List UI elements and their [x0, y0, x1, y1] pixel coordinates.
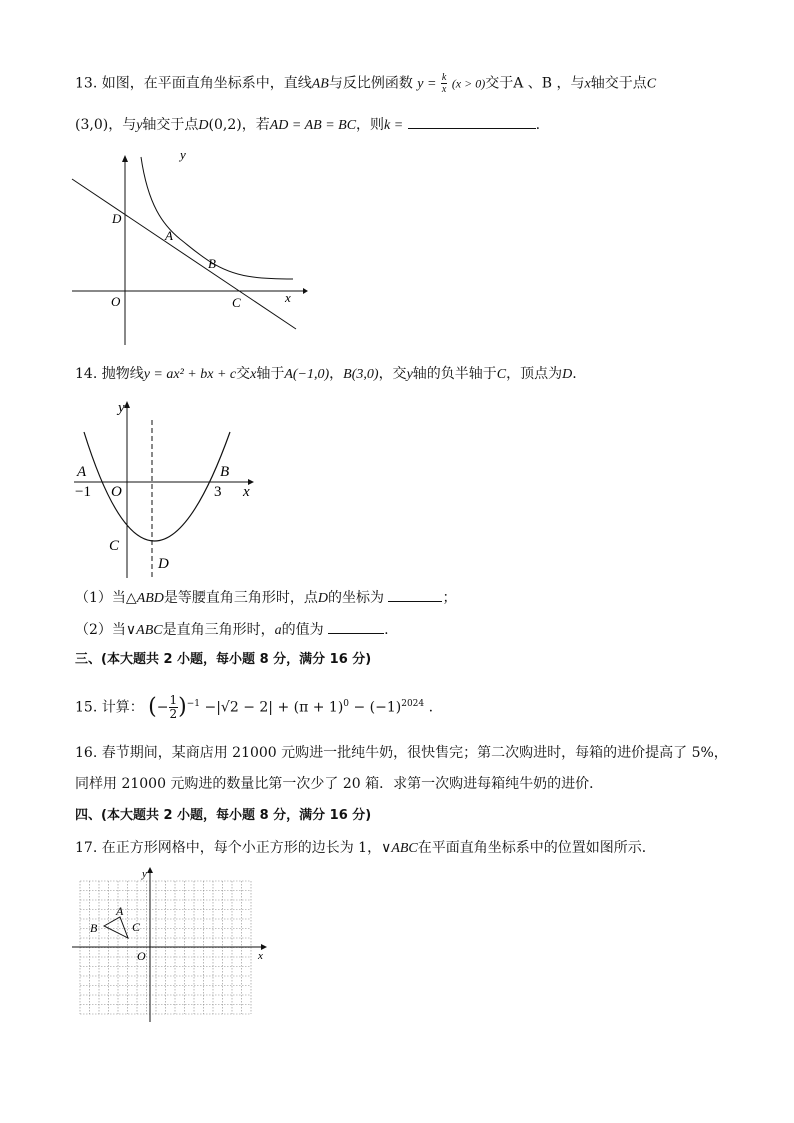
fig14-label-3: 3 [214, 484, 222, 500]
q15-expression: 15. 计算： (− $\frac{1}{2}$ )$^{-1} -|√2 - 2| + (\pi + 1)^0 - (-1)^{2024}$ . [75, 693, 434, 722]
fig14-label-y: y [118, 400, 125, 416]
fig17-y-arrow [147, 867, 153, 873]
q16-line1: 16. 春节期间，某商店用 21000 元购进一批纯牛奶，很快售完；第二次购进时，每箱的进价提高了 5%， [75, 745, 728, 761]
fig17-label-O: O [137, 949, 146, 963]
q14-part2: （2）当∨ABC是直角三角形时，a的值为 . [75, 619, 389, 641]
fig13-label-x: x [285, 290, 291, 305]
q14-stem: 14. 抛物线y = ax² + bx + c交x轴于A(−1,0)，B(3,0)，交y轴的负半轴于C，顶点为D. [75, 366, 577, 382]
fig14-label-B: B [220, 464, 230, 480]
fig14-label-A: A [77, 464, 87, 480]
fig13-x-arrow [303, 288, 308, 294]
fig13-y-arrow [122, 155, 128, 162]
fig13-label-y: y [180, 147, 186, 162]
fig14-label-neg1: −1 [75, 484, 91, 500]
fig13-label-A: A [165, 228, 173, 243]
figure-13-graph [68, 145, 308, 350]
fig17-label-C: C [132, 920, 141, 934]
fig14-label-O: O [111, 484, 122, 500]
section-4-heading: 四、(本大题共 2 小题，每小题 8 分，满分 16 分) [75, 808, 372, 823]
q13-answer-blank[interactable] [408, 114, 536, 129]
q17-stem: 17. 在正方形网格中，每个小正方形的边长为 1，∨ABC在平面直角坐标系中的位置如图所示． [75, 840, 656, 856]
q16-line2: 同样用 21000 元购进的数量比第一次少了 20 箱．求第一次购进每箱纯牛奶的进价． [75, 776, 604, 792]
fig14-parabola [84, 432, 230, 541]
fig14-label-D: D [158, 556, 169, 572]
fig13-line-AB [72, 179, 296, 329]
fig14-label-x: x [243, 484, 250, 500]
q15-fraction: $\frac{1}{2}$ [169, 693, 178, 722]
section-3-heading: 三、(本大题共 2 小题，每小题 8 分，满分 16 分) [75, 652, 372, 667]
fig17-label-y: y [142, 868, 147, 880]
fig13-label-C: C [232, 295, 241, 310]
fig17-label-B: B [90, 921, 98, 935]
fig14-y-arrow [124, 401, 130, 408]
q14-part1-answer-blank[interactable] [388, 587, 442, 602]
fig17-label-A: A [116, 904, 124, 918]
fig14-label-C: C [109, 538, 120, 554]
q14-part1: （1）当△ABD是等腰直角三角形时，点D的坐标为 ； [75, 587, 456, 609]
q14-part2-answer-blank[interactable] [328, 619, 384, 634]
figure-14-graph [72, 395, 262, 580]
fig13-hyperbola [141, 157, 293, 279]
fig17-label-x: x [258, 950, 263, 962]
q13-fraction: $\frac{k}{x}$ [441, 72, 447, 95]
q13-line2: (3,0)，与y轴交于点D(0,2)，若AD = AB = BC，则k = . [75, 114, 540, 136]
fig13-label-B: B [208, 256, 216, 271]
fig17-triangle-ABC [104, 917, 128, 938]
q13-line1: 13. 如图，在平面直角坐标系中，直线AB与反比例函数 y = $\frac{k}{x}$ (x > 0)交于A 、B ，与x轴交于点C [75, 72, 657, 95]
fig13-label-D: D [112, 211, 122, 226]
figure-17-grid [70, 864, 270, 1024]
fig13-label-O: O [111, 294, 121, 309]
